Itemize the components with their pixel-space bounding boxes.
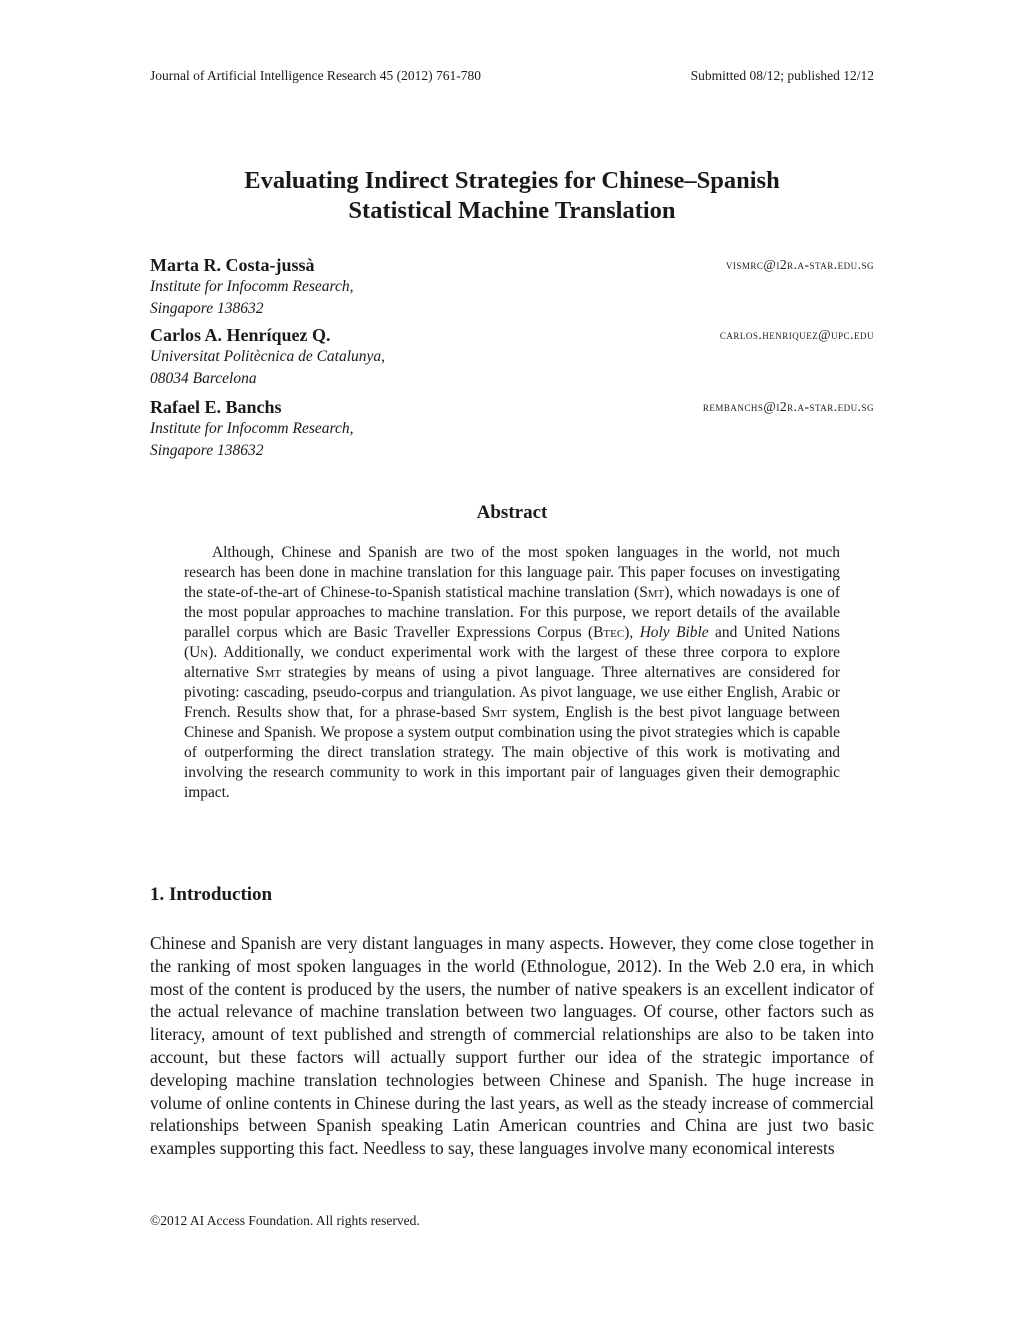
abstract-heading: Abstract [476, 502, 548, 523]
title-line-1: Evaluating Indirect Strategies for Chinese–Spanish [244, 167, 780, 194]
holy-bible-emphasis: Holy Bible [639, 624, 709, 641]
journal-header: Journal of Artificial Intelligence Research 45 (2012) 761-780 [150, 68, 482, 83]
introduction-paragraph: Chinese and Spanish are very distant languages in many aspects. However, they come close together in the ranking of most spoken languages in the world (Ethnologue, 2012). In the Web 2.0 era, in which most of the content is produced by the users, the number of native speakers is an excellent indicator of the actual relevance of machine translation between two languages. Of course, other factors such as literacy, amount of text published and strength of commercial relationships are also to be taken into account, but these factors will actually support further our idea of the strategic importance of developing machine translation technologies between Chinese and Spanish. The huge increase in volume of online contents in Chinese during the last years, as well as the steady increase of commercial relationships between Spanish speaking Latin American countries and China are just two basic examples supporting this fact. Needless to say, these languages involve many economical interests [150, 933, 874, 1159]
title-line-2: Statistical Machine Translation [348, 197, 676, 224]
author-name: Carlos A. Henríquez Q. [150, 325, 331, 345]
author-name: Marta R. Costa-jussà [150, 255, 315, 275]
author-email[interactable]: vismrc@i2r.a-star.edu.sg [725, 257, 874, 272]
submission-dates: Submitted 08/12; published 12/12 [690, 68, 874, 83]
introduction-text [150, 932, 874, 1160]
author-2 [150, 324, 874, 390]
smt-acronym: Smt [256, 664, 282, 681]
author-affiliation: Institute for Infocomm Research, [150, 278, 354, 295]
author-3 [150, 396, 874, 462]
smt-acronym: Smt [639, 584, 665, 601]
abstract-text: Although, Chinese and Spanish are two of the most spoken languages in the world, not much research has been done in machine translation for this language pair. This paper focuses on investigating the state-of-the-art of Chinese-to-Spanish statistical machine translation (Smt), which nowadays is one of the most popular approaches to machine translation. For this purpose, we report details of the available parallel corpus which are Basic Traveller Expressions Corpus (Btec), Holy Bible and United Nations (Un). Additionally, we conduct experimental work with the largest of these three corpora to explore alternative Smt strategies by means of using a pivot language. Three alternatives are considered for pivoting: cascading, pseudo-corpus and triangulation. As pivot language, we use either English, Arabic or French. Results show that, for a phrase-based Smt system, English is the best pivot language between Chinese and Spanish. We propose a system output combination using the pivot strategies which is capable of outperforming the direct translation strategy. The main objective of this work is motivating and involving the research community to work in this important pair of languages given their demographic impact. [184, 544, 841, 801]
smt-acronym: Smt [481, 704, 507, 721]
author-email[interactable]: rembanchs@i2r.a-star.edu.sg [702, 399, 874, 414]
author-address: Singapore 138632 [150, 300, 264, 317]
introduction-heading: 1. Introduction [150, 884, 273, 905]
author-address: Singapore 138632 [150, 442, 264, 459]
copyright-notice: ©2012 AI Access Foundation. All rights reserved. [150, 1213, 420, 1228]
un-acronym: Un [189, 644, 209, 661]
author-1 [150, 254, 874, 320]
paper-title [0, 166, 1024, 226]
author-email[interactable]: carlos.henriquez@upc.edu [719, 327, 874, 342]
author-address: 08034 Barcelona [150, 370, 257, 387]
author-affiliation: Universitat Politècnica de Catalunya, [150, 348, 386, 365]
btec-acronym: Btec [593, 624, 625, 641]
author-affiliation: Institute for Infocomm Research, [150, 420, 354, 437]
author-name: Rafael E. Banchs [150, 397, 282, 417]
